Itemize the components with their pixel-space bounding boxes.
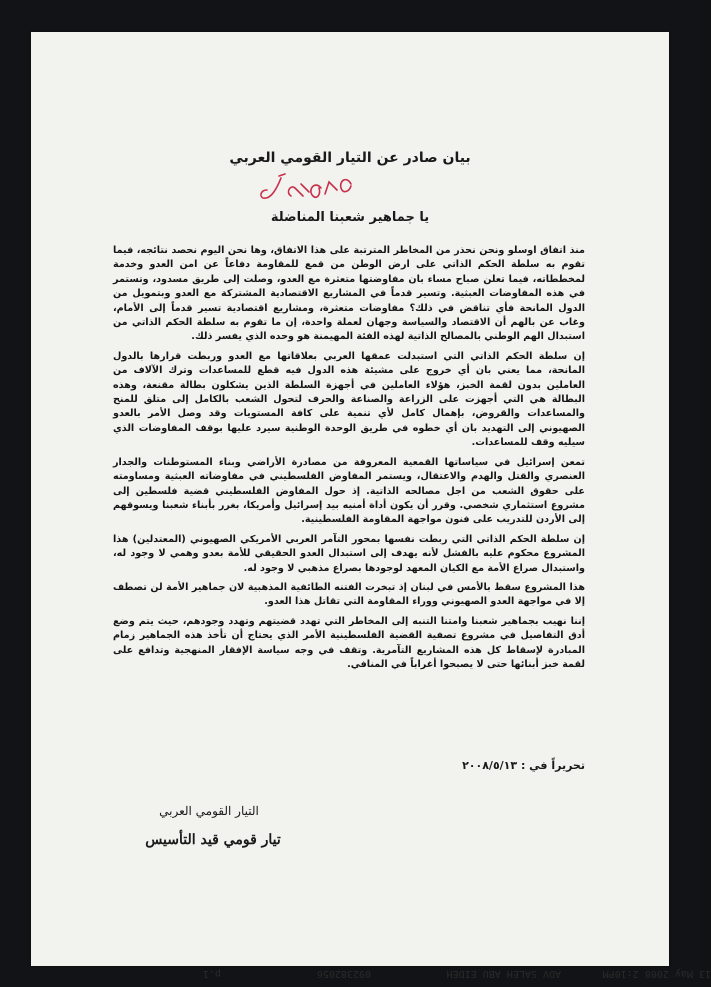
document-title: بيان صادر عن التيار القومي العربي [229,150,471,166]
paragraph: إننا نهيب بجماهير شعبنا وامتنا التنبه إلى المخاطر التي تهدد قضيتهم وتهدد وجودهم، حيث يتم وضع أدق التفاصيل في مشروع تصفية القضية الفلسطينية الأمر الذي يحتاج أن تأخذ هذه الجماهير زمام المبادرة لإسقاط كل هذه المشاريع التآمرية. وتقف في وجه سياسة الإفقار المنهجية وتدافع على لقمة خبز أبنائها حتى لا يصبحوا أغراباً في المنافي. [113,615,585,670]
date-line: تحريراً في : ٢٠٠٨/٥/١٣ [462,759,585,772]
fax-timestamp: 13 May 2008 2:10PM [602,968,711,979]
signature-organization: التيار القومي العربي [159,804,259,818]
paragraph: منذ اتفاق اوسلو ونحن نحذر من المخاطر المترتبة على هذا الاتفاق، وها نحن اليوم نحصد نتائجه، فيما تقوم به سلطة الحكم الذاتي على ارض الوطن من قمع للمقاومة دفاعاً عن امن العدو وخدمة لمخططاته، فيما تعلن صباح مساء بان مفاوضتها متعثرة مع العدو، وصلت إلى طريق مسدود، وتستمر في هذه المفاوضات العبثية. وتسير قدماً في المشاريع الاقتصادية المشتركة مع العدو وبتمويل من الدول المانحة فأي تناقض في ذلك؟ مفاوضات متعثرة، ومشاريع اقتصادية تسير قدماً إلى الأمام، وغاب عن بالهم أن الاقتصاد والسياسة وجهان لعملة واحدة، إن ما تقوم به سلطة الحكم الذاتي من استبدال الهم الوطني بالمصالح الذاتية لهذه الفئة المهيمنة هو وحده الذي يفسر ذلك. [113,245,585,343]
paragraph: إن سلطة الحكم الذاتي التي استبدلت عمقها العربي بعلاقاتها مع العدو وربطت قرارها بالدول المانحة، مما يعني بان أي خروج على مشيئة هذه الدول فيه قطع للمساعدات وترك الآلاف من العاملين بدون لقمة الخبز، هؤلاء العاملين في أجهزة السلطة الذين يشكلون بطالة مقنعة، وهذه البطالة هي التي أجهزت على الزراعة والصناعة والحرف لتحول الشعب بالكامل إلى متلق للمنح والمساعدات والقروض، بإهمال كامل لأي تنمية على كافة المستويات وقد وصل الأمر بالعدو الصهيوني إلى التهديد بان أي خطوه في طريق الوحدة الوطنية سيرد عليها بوقف المفاوضات الذي سيليه وقف للمساعدات. [113,350,585,449]
fax-transmission-header [191,961,711,979]
paragraph: تمعن إسرائيل في سياساتها القمعية المعروفة من مصادرة الأراضي وبناء المستوطنات والجدار العنصري والقتل والهدم والاعتقال، ويستمر المفاوض الفلسطيني في مفاوضاته العبثية ومساومته على حقوق الشعب من اجل مصالحه الذاتية. إذ حول المفاوض الفلسطيني قضية فلسطين إلى مشروع استثماري شخصي. وقرر أن يكون أداة أمنيه بيد إسرائيل وأمريكا، بغرر بأبناء شعبنا ويسوقهم إلى الأردن للتدريب على فنون مواجهة المقاومة الفلسطينية. [113,456,585,526]
document-page [31,32,711,979]
signature-organization-subtitle: تيار قومي قيد التأسيس [145,832,281,848]
handwritten-annotation [251,170,371,210]
fax-page-number: p.1 [202,968,221,979]
fax-phone: 092382056 [316,968,371,979]
fax-sender: ADV SALEH ABU EIDEH [446,968,561,979]
paragraph: هذا المشروع سقط بالأمس في لبنان إذ تبخرت الفتنه الطائفية المذهبية لان جماهير الأمة لن تصطف إلا في مواجهة العدو الصهيوني ووراء المقاومة التي تقاتل هذا العدو. [113,581,585,608]
statement-body [113,244,585,677]
paragraph: إن سلطة الحكم الذاتي التي ربطت نفسها بمحور التآمر العربي الأمريكي الصهيوني (المعتدلين) هذا المشروع محكوم عليه بالفشل لأنه يهدف إلى استبدال العدو الحقيقي للأمة بعدو وهمي لا وجود له، واستبدال صراع الأمة مع الكيان المعهد لوجودها بصراع مذهبي لا وجود له. [113,533,585,574]
document-subtitle: يا جماهير شعبنا المناضلة [270,210,430,225]
